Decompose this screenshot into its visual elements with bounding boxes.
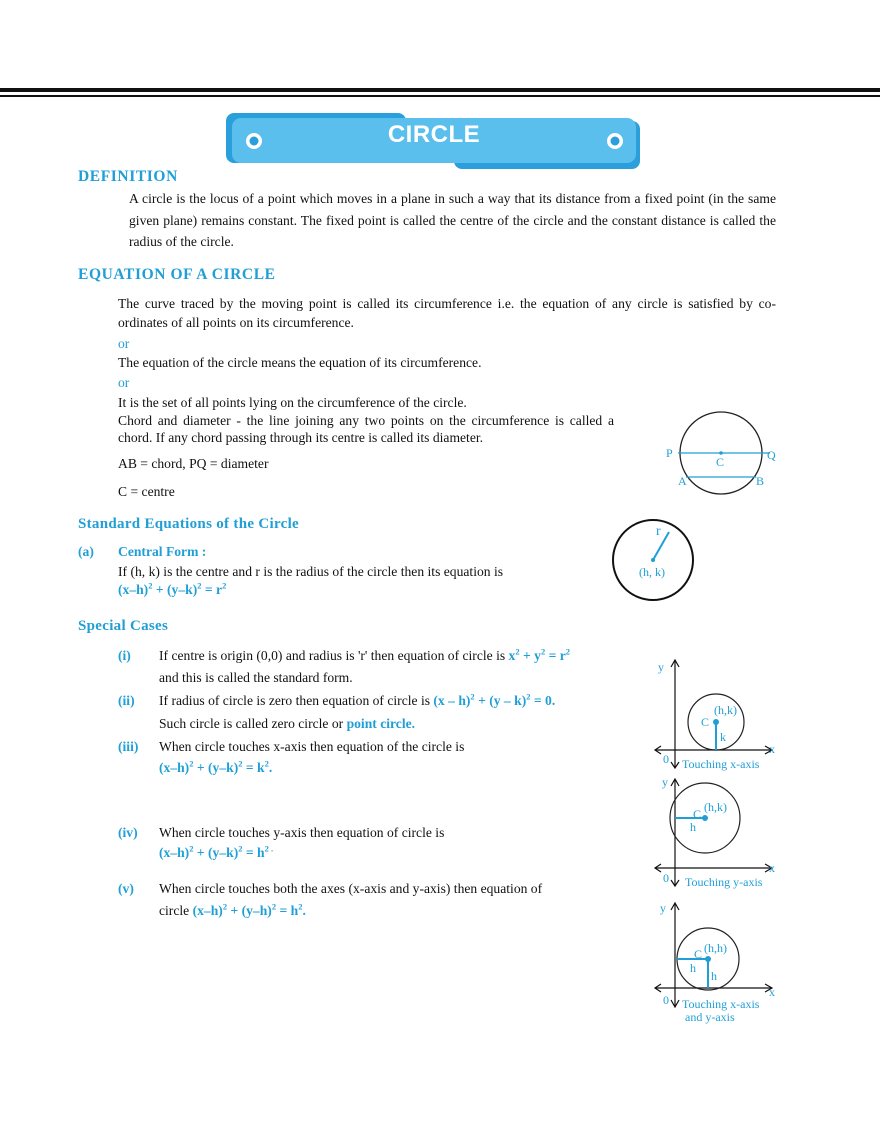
equation-para-4: Chord and diameter - the line joining any two points on the circumference is called a chord. If any chord passing through its centre is called its diameter.: [118, 413, 614, 445]
equation-heading: EQUATION OF A CIRCLE: [78, 266, 276, 283]
case-i-text-2: and this is called the standard form.: [159, 670, 353, 685]
central-equation: $(x-h)^2 + (y-k)^2 = r^2$: [118, 580, 227, 597]
fig1-y-label: y: [658, 660, 664, 674]
case-i-text: If centre is origin (0,0) and radius is 'r' then equation of circle is $x^2 + y^2 = r^2$: [159, 646, 571, 663]
central-diagram: [610, 518, 700, 604]
fig3-y-label: y: [660, 901, 666, 915]
case-i-label: (i): [118, 648, 131, 663]
case-ii-label: (ii): [118, 693, 135, 708]
label-a: A: [678, 474, 687, 488]
fig3-caption-2: and y-axis: [685, 1010, 735, 1024]
case-v-label: (v): [118, 881, 134, 896]
label-b: B: [756, 474, 765, 488]
fig3-x-label: x: [769, 985, 775, 999]
case-iv-label: (iv): [118, 825, 138, 840]
case-iv-equation: $(x-h)^2 + (y-k)^2 = h^{2 .}$: [159, 843, 274, 860]
central-title: Central Form :: [118, 544, 207, 559]
case-iii-text: When circle touches x-axis then equation of the circle is: [159, 739, 465, 754]
equation-para-2: The equation of the circle means the equation of its circumference.: [118, 355, 482, 370]
label-c: C: [716, 455, 725, 469]
label-hk: (h, k): [639, 565, 665, 579]
central-label: (a): [78, 544, 94, 559]
label-p: P: [666, 446, 673, 460]
equation-para-3: It is the set of all points lying on the circumference of the circle.: [118, 395, 467, 410]
fig2-h-label: h: [690, 820, 696, 834]
fig3-h-vertical-label: h: [711, 969, 717, 983]
standard-heading: Standard Equations of the Circle: [78, 516, 300, 532]
case-ii-text: If radius of circle is zero then equation of circle is (x – h)$^2$ + (y – k)$^2$ = 0.: [159, 691, 556, 708]
case-ii-text-2: Such circle is called zero circle or point circle.: [159, 716, 416, 731]
definition-text: A circle is the locus of a point which moves in a plane in such a way that its distance from a fixed point (in the same given plane) remains constant. The fixed point is called the centre of the circle and the constant distance is called the radius of the circle.: [129, 191, 776, 249]
fig1-origin-label: 0: [663, 752, 669, 766]
fig2-origin-label: 0: [663, 871, 669, 885]
or-2: or: [118, 375, 130, 390]
equation-para-5: AB = chord, PQ = diameter: [118, 456, 269, 471]
fig2-c-label: C: [693, 807, 702, 821]
touching-y-axis-diagram: [650, 774, 780, 890]
case-iii-label: (iii): [118, 739, 139, 754]
equation-para-6: C = centre: [118, 484, 175, 499]
fig3-caption-1: Touching x-axis: [682, 997, 760, 1011]
fig1-center-label: (h,k): [714, 703, 737, 717]
central-text: If (h, k) is the centre and r is the radius of the circle then its equation is: [118, 564, 504, 579]
fig2-x-label: x: [769, 861, 775, 875]
fig2-caption: Touching y-axis: [685, 875, 763, 889]
center-point: [651, 558, 655, 562]
fig3-center-label: (h,h): [704, 941, 727, 955]
definition-heading: DEFINITION: [78, 168, 178, 185]
top-rule-thick: [0, 88, 880, 92]
top-rule-thin: [0, 95, 880, 97]
fig3-origin-label: 0: [663, 993, 669, 1007]
case-iv-text: When circle touches y-axis then equation of circle is: [159, 825, 445, 840]
or-1: or: [118, 336, 130, 351]
label-q: Q: [767, 448, 776, 462]
fig1-caption: Touching x-axis: [682, 757, 760, 771]
case-v-text: When circle touches both the axes (x-axis and y-axis) then equation of: [159, 881, 543, 896]
equation-para-1: The curve traced by the moving point is called its circumference i.e. the equation of any circle is satisfied by co-ordinates of all points on its circumference.: [118, 296, 776, 330]
fig1-x-label: x: [769, 742, 775, 756]
case-iii-equation: $(x-h)^2 + (y-k)^2 = k^2$.: [159, 758, 273, 775]
fig3-h-horizontal-label: h: [690, 961, 696, 975]
fig3-c-label: C: [694, 947, 703, 961]
fig2-y-label: y: [662, 775, 668, 789]
page-title: CIRCLE: [387, 121, 481, 148]
label-r: r: [656, 524, 661, 539]
fig2-center-label: (h,k): [704, 800, 727, 814]
fig1-k-label: k: [720, 730, 726, 744]
fig1-c-label: C: [701, 715, 710, 729]
case-v-text-2: circle $(x-h)^2 + (y-h)^2 = h^2$.: [159, 901, 306, 918]
special-heading: Special Cases: [78, 618, 169, 634]
